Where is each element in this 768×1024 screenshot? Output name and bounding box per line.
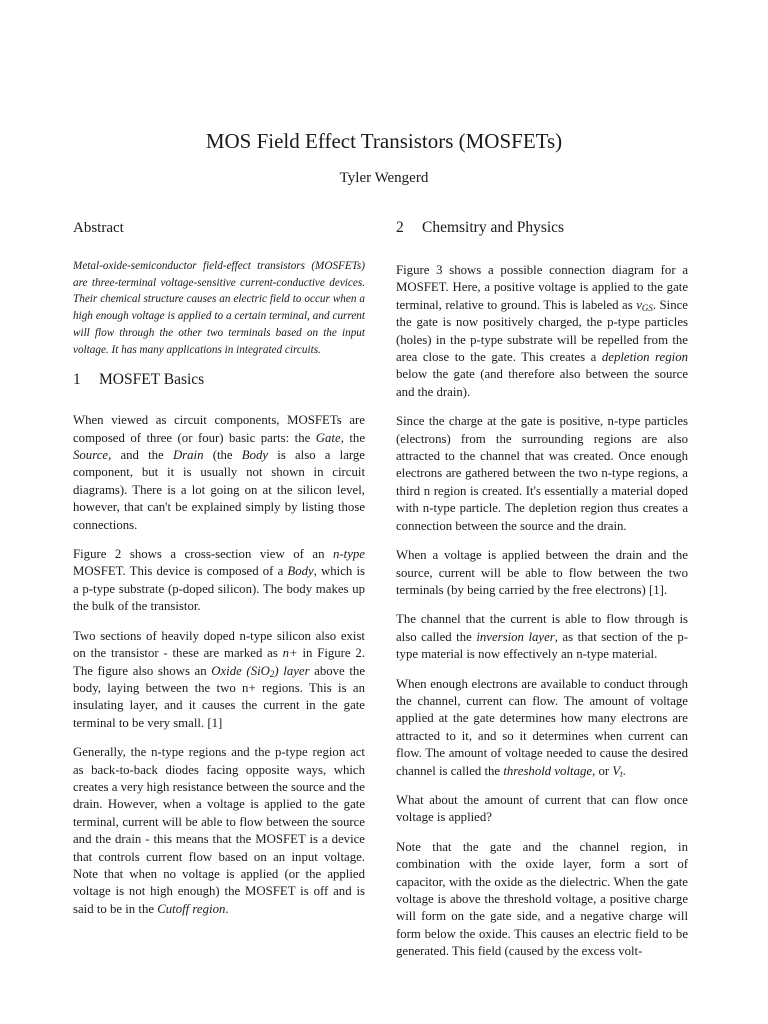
section-2-paragraph-5: When enough electrons are available to conduct through the channel, current can flow. The amount of voltage applied at the gate determines how many electrons are attracted to it, and so it determines when current can flow. The amount of voltage needed to cause the desired channel is called the threshold voltage, or $V_t$. <box>396 676 688 779</box>
section-2-paragraph-6: What about the amount of current that can flow once voltage is applied? <box>396 792 688 825</box>
section-1-title: MOSFET Basics <box>99 371 205 389</box>
symbol-vgs: $v_{GS}$ <box>636 297 653 313</box>
term-cutoff-region: Cutoff region <box>157 901 226 916</box>
term-depletion-region: depletion region <box>601 350 688 365</box>
term-body: Body <box>287 564 314 579</box>
section-2-heading <box>396 218 688 238</box>
section-1-paragraph-2: Figure 2 shows a cross-section view of an n-type MOSFET. This device is composed of a Body, which is a p-type substrate (p-doped silicon). The body makes up the bulk of the transistor. <box>73 547 365 614</box>
term-n-plus: n+ <box>282 646 298 661</box>
term-oxide-layer: Oxide (SiO$_2$) layer <box>211 663 310 679</box>
term-n-type: n-type <box>333 547 365 562</box>
term-drain: Drain <box>172 448 204 463</box>
term-body: Body <box>241 448 269 463</box>
section-1-heading <box>73 370 365 390</box>
abstract-body: Metal-oxide-semiconductor field-effect transistors (MOSFETs) are three-terminal voltage-sensitive current-conductive devices. Their chemical structure causes an electric field to occur when a high enough voltage is applied to a certain terminal, and current will flow through the other two terminals based on the input voltage. It has many applications in integrated circuits. <box>73 260 365 356</box>
term-source: Source <box>73 448 109 463</box>
section-2-title: Chemsitry and Physics <box>422 219 565 236</box>
section-2-paragraph-1: Figure 3 shows a possible connection diagram for a MOSFET. Here, a positive voltage is applied to the gate terminal, relative to ground. This is labeled as $v_{GS}$. Since the gate is now positively charged, the p-type particles (holes) in the p-type substrate will be repelled from the area close to the gate. This creates a depletion region below the gate (and therefore also between the source and the drain). <box>396 263 688 399</box>
section-2-paragraph-2: Since the charge at the gate is positive, n-type particles (electrons) from the surrounding regions are also attracted to the channel that was created. Once enough electrons are gathered between the two n-type regions, a third n region is created. It's essentially a material doped with n-type particle. The depletion region thus creates a connection between the source and the drain. <box>396 414 688 533</box>
abstract-heading: Abstract <box>73 220 124 236</box>
right-column <box>396 218 688 973</box>
term-gate: Gate <box>315 430 341 445</box>
section-2-paragraph-4: The channel that the current is able to flow through is also called the inversion layer, as that section of the p-type material is now effectively an n-type material. <box>396 612 688 662</box>
left-column <box>73 218 365 930</box>
section-1-paragraph-3: Two sections of heavily doped n-type silicon also exist on the transistor - these are marked as n+ in Figure 2. The figure also shows an Oxide (SiO$_2$) layer above the body, laying between the two n+ regions. This is an insulating layer, and it causes the current in the gate terminal to be very small. [1] <box>73 628 365 730</box>
section-1-paragraph-4: Generally, the n-type regions and the p-type region act as back-to-back diodes facing opposite ways, which creates a very high resistance between the source and the drain. However, when a voltage is applied to the gate terminal, current will be able to flow between the source and the drain - this means that the MOSFET is a device that controls current flow based on an input voltage. Note that when no voltage is applied (or the applied voltage is not high enough) the MOSFET is off and is said to be in the Cutoff region. <box>73 745 365 916</box>
section-1-paragraph-1: When viewed as circuit components, MOSFETs are composed of three (or four) basic parts: the Gate, the Source, and the Drain (the Body is also a large component, but it is usually not shown in circuit diagrams). There is a lot going on at the silicon level, however, that can't be explained simply by listing those connections. <box>73 413 365 532</box>
section-2-paragraph-3: When a voltage is applied between the drain and the source, current will be able to flow between the two terminals (by being carried by the free electrons) [1]. <box>396 548 688 597</box>
paper-title: MOS Field Effect Transistors (MOSFETs) <box>205 129 563 153</box>
symbol-vt: $V_t$ <box>612 763 623 779</box>
section-1-number: 1 <box>73 371 81 389</box>
term-inversion-layer: inversion layer <box>476 629 555 644</box>
paper-author: Tyler Wengerd <box>339 170 429 186</box>
section-2-paragraph-7: Note that the gate and the channel region, in combination with the oxide layer, form a sort of capacitor, with the oxide as the dielectric. When the gate voltage is above the threshold voltage, a positive charge will form on the gate side, and a negative charge will form below the oxide. This causes an electric field to be generated. This field (caused by the excess volt- <box>396 839 688 959</box>
term-threshold-voltage: threshold voltage <box>503 763 593 778</box>
section-2-number: 2 <box>396 219 404 236</box>
